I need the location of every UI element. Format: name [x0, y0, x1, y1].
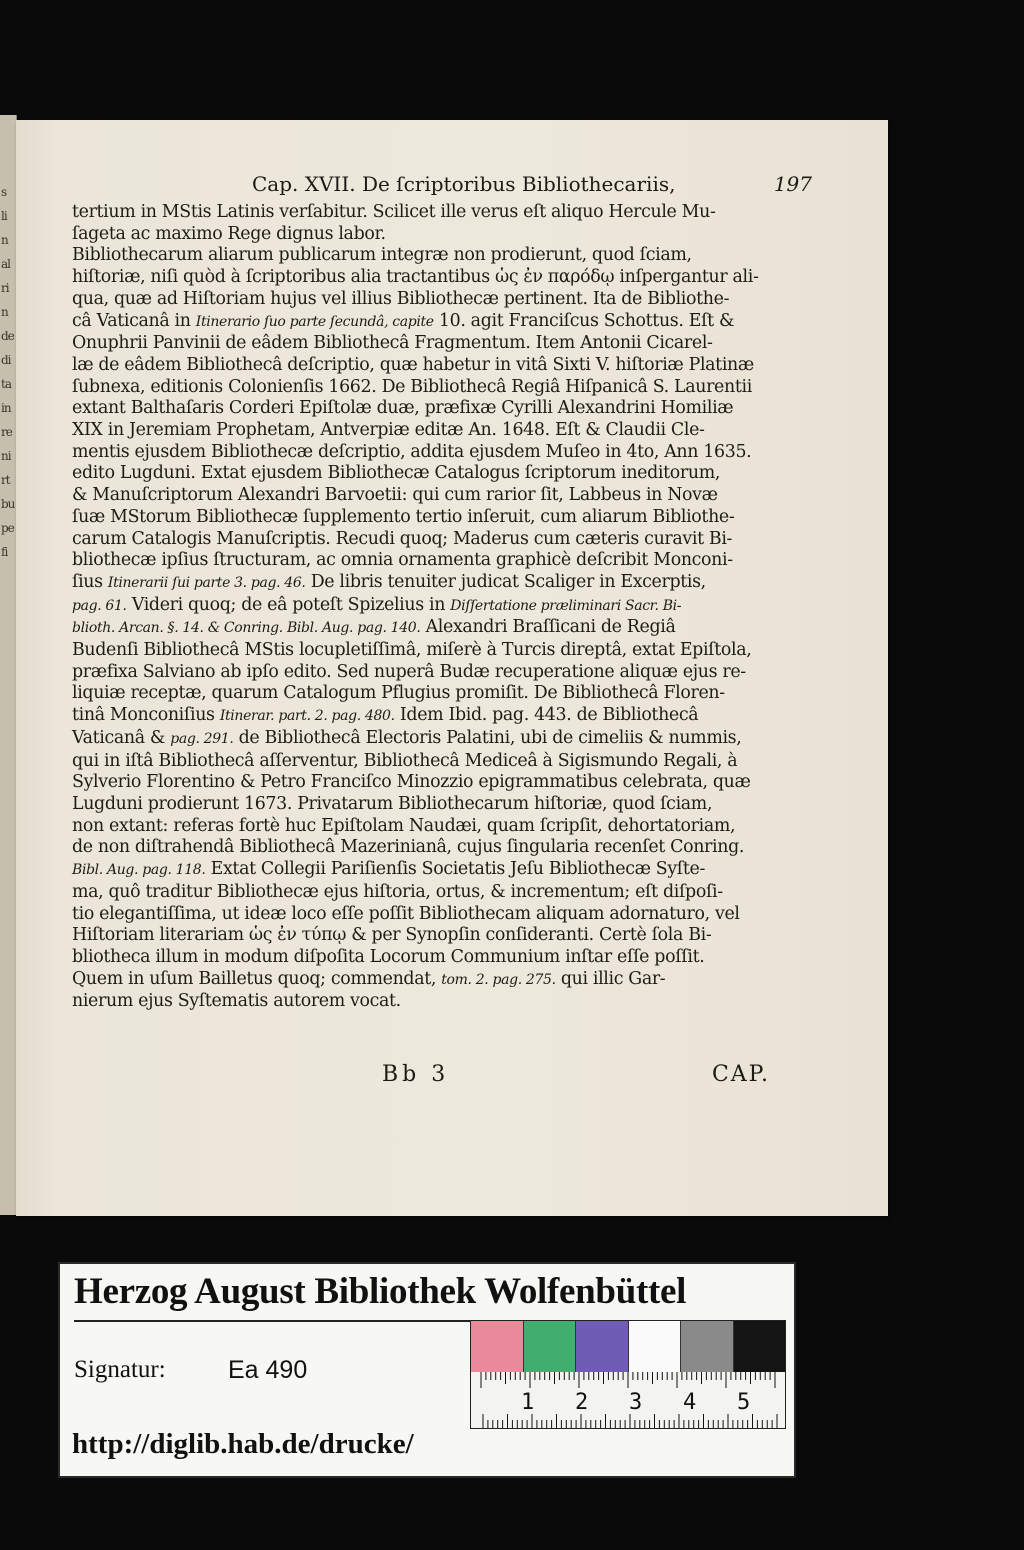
- text-line: [72, 289, 790, 311]
- text-segment: de non diſtrahendâ Bibliothecâ Mazerinianâ, cujus ſingularia recenſet Conring.: [72, 837, 745, 858]
- text-line: [72, 991, 790, 1013]
- text-segment: 10. agit Franciſcus Schottus. Eſt &: [433, 310, 735, 331]
- text-segment: Lugduni prodierunt 1673. Privatarum Bibliothecarum hiſtoriæ, quod ſciam,: [72, 793, 713, 814]
- previous-page-fragment: n: [1, 305, 8, 319]
- text-segment: de Bibliothecâ Electoris Palatini, ubi de cimeliis & nummis,: [233, 727, 742, 748]
- text-line: [72, 859, 790, 882]
- color-patch: [471, 1321, 524, 1373]
- text-line: [72, 355, 790, 377]
- text-segment: Budenſi Bibliothecâ MStis locupletiſſimâ, miſerè à Turcis direptâ, extat Epiſtola,: [72, 640, 752, 661]
- text-segment: edito Lugduni. Extat ejusdem Bibliothecæ Catalogus ſcriptorum ineditorum,: [72, 463, 721, 484]
- library-url: http://diglib.hab.de/drucke/: [72, 1428, 414, 1460]
- ruler-number: 5: [737, 1390, 751, 1415]
- text-segment: læ de eâdem Bibliothecâ deſcriptio, quæ habetur in vitâ Sixti V. hiſtoriæ Platinæ: [72, 354, 754, 375]
- text-segment: tertium in MStis Latinis verſabitur. Scilicet ille verus eſt aliquo Hercule Mu-: [72, 202, 716, 222]
- text-line: [72, 377, 790, 399]
- color-patch: [734, 1321, 786, 1373]
- previous-page-fragment: pe: [1, 521, 14, 535]
- text-line: [72, 751, 790, 773]
- text-segment: qui illic Gar-: [555, 968, 666, 989]
- previous-page-fragment: bu: [1, 497, 15, 511]
- italic-citation: pag. 61.: [72, 597, 127, 614]
- text-segment: Alexandri Braſſicani de Regiâ: [420, 617, 676, 638]
- text-line: [72, 420, 790, 442]
- color-calibration-chart: [470, 1320, 786, 1374]
- text-segment: carum Catalogis Manuſcriptis. Recudi quoq; Maderus cum cæteris curavit Bi-: [72, 528, 733, 549]
- text-segment: Onuphrii Panvinii de eâdem Bibliothecâ Fragmentum. Item Antonii Cicarel-: [72, 333, 713, 354]
- color-patch: [629, 1321, 682, 1373]
- text-segment: bliotheca illum in modum diſpoſita Locorum Communium inſtar eſſe poſſit.: [72, 946, 705, 967]
- previous-page-fragment: ta: [1, 377, 11, 391]
- text-segment: liquiæ receptæ, quarum Catalogum Pflugius promiſit. De Bibliothecâ Floren-: [72, 683, 725, 704]
- text-segment: præfixa Salviano ab ipſo edito. Sed nuperâ Budæ recuperatione aliquæ ejus re-: [72, 661, 746, 682]
- text-segment: ſius: [72, 571, 108, 592]
- italic-citation: blioth. Arcan. §. 14. & Conring. Bibl. Aug. pag. 140.: [72, 620, 421, 637]
- text-line: [72, 572, 790, 595]
- ruler-number: 4: [683, 1390, 697, 1415]
- previous-page-fragment: fi: [1, 545, 8, 559]
- text-segment: ſubnexa, editionis Colonienſis 1662. De Bibliothecâ Regiâ Hiſpanicâ S. Laurentii: [72, 376, 752, 397]
- previous-page-fragment: de: [1, 329, 14, 343]
- previous-page-fragment: re: [1, 425, 12, 439]
- text-line: [72, 925, 790, 947]
- text-line: [72, 772, 790, 794]
- book-page: [16, 120, 888, 1216]
- italic-citation: Diſſertatione præliminari Sacr. Bi-: [450, 597, 682, 614]
- text-segment: hiſtoriæ, niſi quòd à ſcriptoribus alia tractantibus ὡς ἐν παρόδῳ inſpergantur ali-: [72, 267, 759, 288]
- text-segment: nierum ejus Syſtematis autorem vocat.: [72, 991, 401, 1012]
- ruler-number: 1: [521, 1390, 535, 1415]
- text-segment: Vaticanâ &: [72, 727, 171, 748]
- text-segment: De libris tenuiter judicat Scaliger in Excerptis,: [305, 571, 706, 592]
- previous-page-fragment: di: [1, 353, 11, 367]
- previous-page-fragment: rt: [1, 473, 10, 487]
- text-line: [72, 202, 790, 224]
- text-line: [72, 794, 790, 816]
- scale-ruler: [470, 1372, 786, 1429]
- text-line: [72, 245, 790, 267]
- page-header: [252, 172, 812, 202]
- italic-citation: tom. 2. pag. 275.: [441, 971, 556, 988]
- ruler-number: 3: [629, 1390, 643, 1415]
- text-segment: ſageta ac maximo Rege dignus labor.: [72, 223, 386, 244]
- catchword: CAP.: [711, 1062, 770, 1087]
- text-line: [72, 507, 790, 529]
- previous-page-fragment: n: [1, 233, 8, 247]
- signatur-label: Signatur:: [74, 1356, 166, 1383]
- text-line: [72, 837, 790, 859]
- text-segment: Bibliothecarum aliarum publicarum integræ non prodierunt, quod ſciam,: [72, 245, 692, 266]
- previous-page-fragment: s: [1, 185, 7, 199]
- italic-citation: Itinerario ſuo parte ſecundâ, capite: [195, 313, 434, 330]
- text-segment: Hiſtoriam literariam ὡς ἐν τύπῳ & per Synopſin conſideranti. Certè ſola Bi-: [72, 925, 712, 946]
- previous-page-fragment: li: [1, 209, 7, 223]
- text-line: [72, 463, 790, 485]
- text-line: [72, 550, 790, 572]
- text-line: [72, 705, 790, 728]
- text-segment: Idem Ibid. pag. 443. de Bibliothecâ: [394, 705, 699, 726]
- text-segment: câ Vaticanâ in: [72, 310, 196, 331]
- text-line: [72, 442, 790, 464]
- text-segment: tio elegantiſſima, ut ideæ loco eſſe poſſit Bibliothecam aliquam adornaturo, vel: [72, 903, 740, 924]
- body-text: [72, 202, 790, 1013]
- text-segment: Videri quoq; de eâ poteſt Spizelius in: [126, 594, 451, 615]
- running-title: Cap. XVII. De ſcriptoribus Bibliothecariis,: [252, 172, 676, 196]
- text-segment: mentis ejusdem Bibliothecæ deſcriptio, addita ejusdem Muſeo in 4to, Ann 1635.: [72, 441, 752, 462]
- signature-mark: Bb 3: [382, 1062, 450, 1087]
- italic-citation: Itinerarii ſui parte 3. pag. 46.: [107, 574, 306, 591]
- italic-citation: pag. 291.: [170, 730, 234, 747]
- text-segment: Extat Collegii Pariſienſis Societatis Jeſu Bibliothecæ Syſte-: [205, 859, 705, 880]
- color-patch: [681, 1321, 734, 1373]
- text-segment: qui in iſtâ Bibliothecâ aſſerventur, Bibliothecâ Mediceâ à Sigismundo Regali, à: [72, 750, 738, 771]
- text-line: [72, 969, 790, 992]
- page-number: 197: [773, 172, 812, 196]
- text-line: [72, 529, 790, 551]
- previous-page-text-fragments: [0, 115, 16, 1215]
- text-segment: qua, quæ ad Hiſtoriam hujus vel illius Bibliothecæ pertinent. Ita de Bibliothe-: [72, 288, 730, 309]
- text-segment: & Manuſcriptorum Alexandri Barvoetii: qui cum rarior ſit, Labbeus in Novæ: [72, 485, 718, 506]
- previous-page-fragment: ni: [1, 449, 11, 463]
- text-line: [72, 816, 790, 838]
- text-line: [72, 311, 790, 334]
- signatur-value: Ea 490: [228, 1356, 308, 1384]
- text-segment: Quem in uſum Bailletus quoq; commendat,: [72, 968, 442, 989]
- text-line: [72, 882, 790, 904]
- italic-citation: Itinerar. part. 2. pag. 480.: [219, 708, 395, 725]
- text-segment: non extant: referas fortè huc Epiſtolam Naudæi, quam ſcripſit, dehortatoriam,: [72, 815, 736, 836]
- previous-page-fragment: al: [1, 257, 10, 271]
- text-line: [72, 595, 790, 618]
- text-line: [72, 904, 790, 926]
- text-line: [72, 640, 790, 662]
- text-line: [72, 947, 790, 969]
- text-segment: Sylverio Florentino & Petro Franciſco Minozzio epigrammatibus celebrata, quæ: [72, 772, 751, 793]
- text-segment: extant Balthaſaris Corderi Epiſtolæ duæ, præfixæ Cyrilli Alexandrini Homiliæ: [72, 398, 734, 419]
- previous-page-edge: [0, 115, 17, 1215]
- text-segment: ma, quô traditur Bibliothecæ ejus hiſtoria, ortus, & incrementum; eſt diſpoſi-: [72, 881, 723, 902]
- italic-citation: Bibl. Aug. pag. 118.: [72, 862, 206, 879]
- text-line: [72, 683, 790, 705]
- color-patch: [524, 1321, 577, 1373]
- text-line: [72, 485, 790, 507]
- text-line: [72, 333, 790, 355]
- previous-page-fragment: in: [1, 401, 11, 415]
- library-name: Herzog August Bibliothek Wolfenbüttel: [74, 1271, 687, 1312]
- text-line: [72, 617, 790, 640]
- text-segment: tinâ Monconiſius: [72, 705, 220, 726]
- text-line: [72, 267, 790, 289]
- text-line: [72, 224, 790, 246]
- text-line: [72, 398, 790, 420]
- previous-page-fragment: ri: [1, 281, 9, 295]
- text-segment: bliothecæ ipſius ſtructuram, ac omnia ornamenta graphicè deſcribit Monconi-: [72, 550, 733, 571]
- text-line: [72, 662, 790, 684]
- color-patch: [576, 1321, 629, 1373]
- text-segment: ſuæ MStorum Bibliothecæ ſupplemento tertio inſeruit, cum aliarum Bibliothe-: [72, 506, 735, 527]
- text-segment: XIX in Jeremiam Prophetam, Antverpiæ editæ An. 1648. Eſt & Claudii Cle-: [72, 420, 705, 441]
- ruler-number: 2: [575, 1390, 589, 1415]
- signature-line: [370, 1062, 770, 1094]
- text-line: [72, 728, 790, 751]
